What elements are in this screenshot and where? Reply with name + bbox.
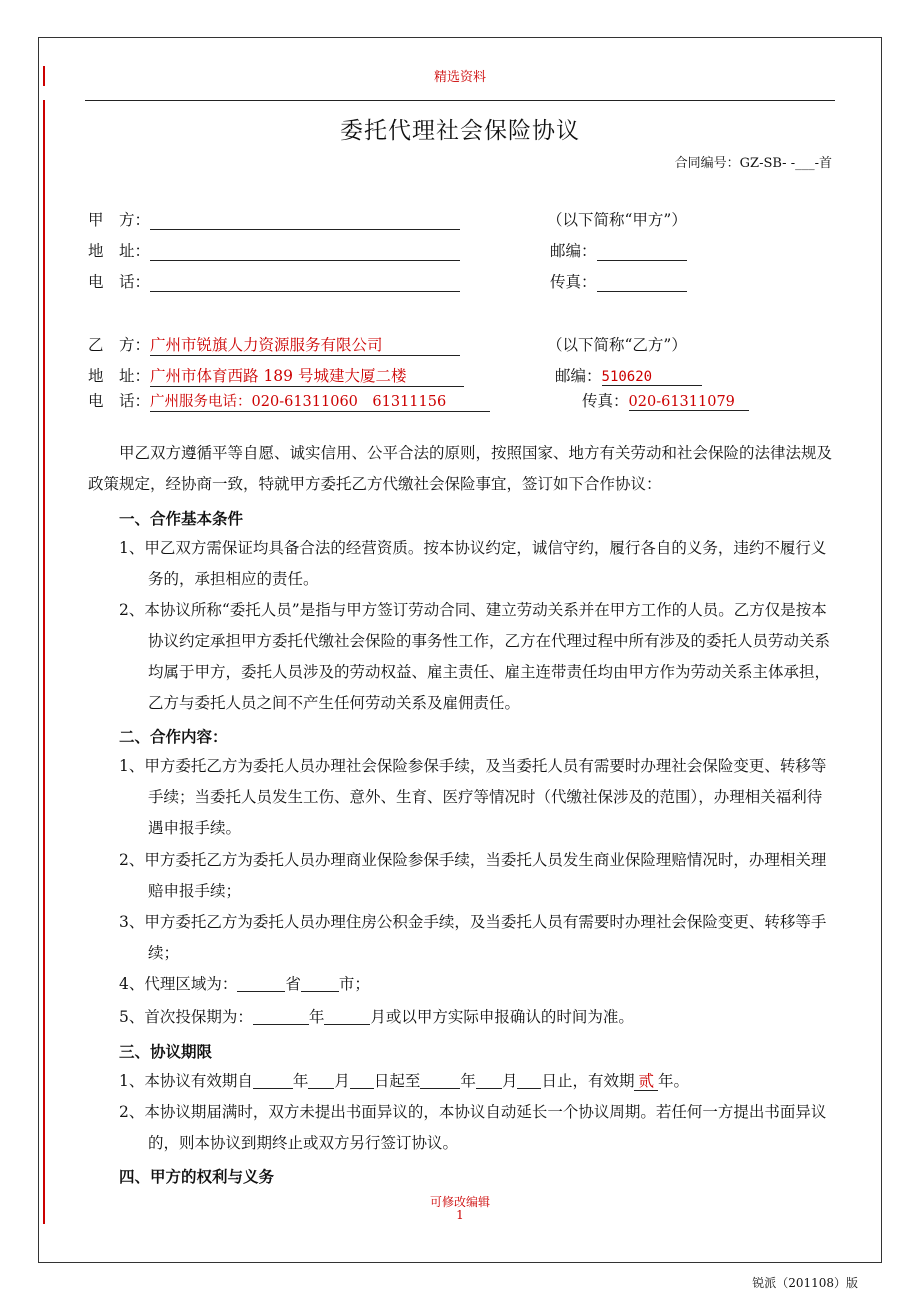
end-day-unit: 日止，有效期: [541, 1072, 635, 1090]
section-1-item-1: 1、甲乙双方需保证均具备合法的经营资质。按本协议约定，诚信守约，履行各自的义务，违约不履行义务的，承担相应的责任。: [119, 539, 827, 588]
section-2-item-1: 1、甲方委托乙方为委托人员办理社会保险参保手续，及当委托人员有需要时办理社会保险变更、转移等手续；当委托人员发生工伤、意外、生育、医疗等情况时（代缴社保涉及的范围），办理相关福利待遇申报手续。: [119, 757, 827, 837]
party-a-name-label: 甲 方：: [88, 211, 151, 229]
footer-editable-tag: 可修改编辑: [429, 1195, 490, 1209]
preamble-paragraph: 甲乙双方遵循平等自愿、诚实信用、公平合法的原则，按照国家、地方有关劳动和社会保险的法律法规及政策规定，经协商一致，特就甲方委托乙方代缴社会保险事宜，签订如下合作协议：: [88, 444, 833, 493]
party-a-postcode-label: 邮编：: [550, 242, 597, 260]
party-a-fax-label: 传真：: [550, 273, 597, 291]
party-b-name-value: 广州市锐旗人力资源服务有限公司: [150, 333, 460, 356]
city-field[interactable]: [301, 974, 339, 992]
start-month-unit: 月: [334, 1072, 350, 1090]
party-b-fax-label: 传真：: [582, 392, 629, 410]
party-b-fax-row: [582, 389, 749, 411]
first-insure-year-unit: 年: [308, 1008, 325, 1026]
header-rule: [85, 100, 835, 101]
section-2-item-2: 2、甲方委托乙方为委托人员办理商业保险参保手续，当委托人员发生商业保险理赔情况时，办理相关理赔申报手续；: [119, 851, 827, 900]
section-2-item-3: 3、甲方委托乙方为委托人员办理住房公积金手续，及当委托人员有需要时办理社会保险变更、转移等手续；: [119, 913, 827, 962]
party-b-address-value: 广州市体育西路 189 号城建大厦二楼: [150, 364, 464, 387]
party-a-phone-label: 电 话：: [88, 273, 151, 291]
section-3-item-1: [119, 1066, 835, 1097]
term-prefix: 1、本协议有效期自: [119, 1072, 253, 1090]
party-b-phone-label: 电 话：: [88, 392, 151, 410]
party-b-postcode-label: 邮编：: [555, 367, 602, 385]
party-b-fax-value: 020-61311079: [629, 394, 749, 411]
section-2-item-4: [119, 969, 835, 1000]
start-year-unit: 年: [292, 1072, 309, 1090]
party-a-name-field[interactable]: [150, 211, 460, 230]
end-year-unit: 年: [460, 1072, 476, 1090]
page-number: 1: [456, 1208, 464, 1222]
end-month-unit: 月: [501, 1072, 518, 1090]
term-value: 贰: [634, 1072, 658, 1091]
term-unit: 年。: [657, 1072, 689, 1090]
first-insure-suffix: 月或以甲方实际申报确认的时间为准。: [370, 1008, 634, 1026]
end-year-field[interactable]: [420, 1071, 460, 1089]
start-month-field[interactable]: [308, 1071, 334, 1089]
party-a-address-label: 地 址：: [88, 242, 151, 260]
party-b-address-row: [88, 364, 464, 387]
first-insure-label: 5、首次投保期为：: [119, 1008, 253, 1026]
party-a-postcode-row: [550, 239, 687, 261]
contract-number: 合同编号：GZ-SB- -___-首: [674, 156, 832, 171]
document-title: 委托代理社会保险协议: [340, 118, 580, 144]
section-3-item-2: 2、本协议期届满时，双方未提出书面异议的，本协议自动延长一个协议周期。若任何一方提出书面异议的，则本协议到期终止或双方另行签订协议。: [119, 1103, 827, 1152]
party-a-name-row: [88, 208, 460, 230]
start-day-field[interactable]: [350, 1071, 374, 1089]
province-unit: 省: [285, 975, 301, 993]
end-day-field[interactable]: [517, 1071, 541, 1089]
header-tag: 精选资料: [433, 70, 486, 85]
first-insure-year-field[interactable]: [253, 1007, 309, 1025]
section-2-item-5: [119, 1002, 835, 1033]
party-a-note: （以下简称“甲方”）: [547, 211, 687, 229]
city-unit: 市；: [338, 975, 370, 993]
party-a-address-field[interactable]: [150, 242, 460, 261]
party-a-fax-field[interactable]: [597, 273, 687, 292]
party-b-phone-row: [88, 389, 490, 412]
section-2-heading: 二、合作内容：: [119, 727, 228, 746]
party-b-phone-value: 广州服务电话：020-61311060 61311156: [150, 390, 490, 412]
party-a-phone-row: [88, 270, 460, 292]
party-a-fax-row: [550, 270, 687, 292]
party-b-name-row: [88, 333, 460, 356]
margin-bar: [43, 100, 45, 1224]
party-a-phone-field[interactable]: [150, 273, 460, 292]
end-month-field[interactable]: [476, 1071, 502, 1089]
party-b-postcode-value: 510620: [602, 369, 702, 386]
section-4-heading: 四、甲方的权利与义务: [119, 1167, 275, 1186]
start-day-unit: 日起至: [373, 1072, 421, 1090]
province-field[interactable]: [237, 974, 285, 992]
party-a-address-row: [88, 239, 460, 261]
party-b-name-label: 乙 方：: [88, 336, 151, 354]
party-a-postcode-field[interactable]: [597, 242, 687, 261]
version-label: 锐派（201108）版: [752, 1276, 858, 1290]
party-b-address-label: 地 址：: [88, 367, 151, 385]
first-insure-month-field[interactable]: [324, 1007, 370, 1025]
section-1-heading: 一、合作基本条件: [119, 509, 244, 528]
start-year-field[interactable]: [253, 1071, 293, 1089]
section-1-item-2: 2、本协议所称“委托人员”是指与甲方签订劳动合同、建立劳动关系并在甲方工作的人员。乙方仅是按本协议约定承担甲方委托代缴社会保险的事务性工作，乙方在代理过程中所有涉及的委托人员劳动关系均属于甲方，委托人员涉及的劳动权益、雇主责任、雇主连带责任均由甲方作为劳动关系主体承担，乙方与委托人员之间不产生任何劳动关系及雇佣责任。: [119, 601, 831, 712]
party-b-postcode-row: [555, 364, 702, 386]
region-label: 4、代理区域为：: [119, 975, 238, 993]
section-3-heading: 三、协议期限: [119, 1042, 213, 1061]
party-b-note: （以下简称“乙方”）: [547, 336, 687, 354]
